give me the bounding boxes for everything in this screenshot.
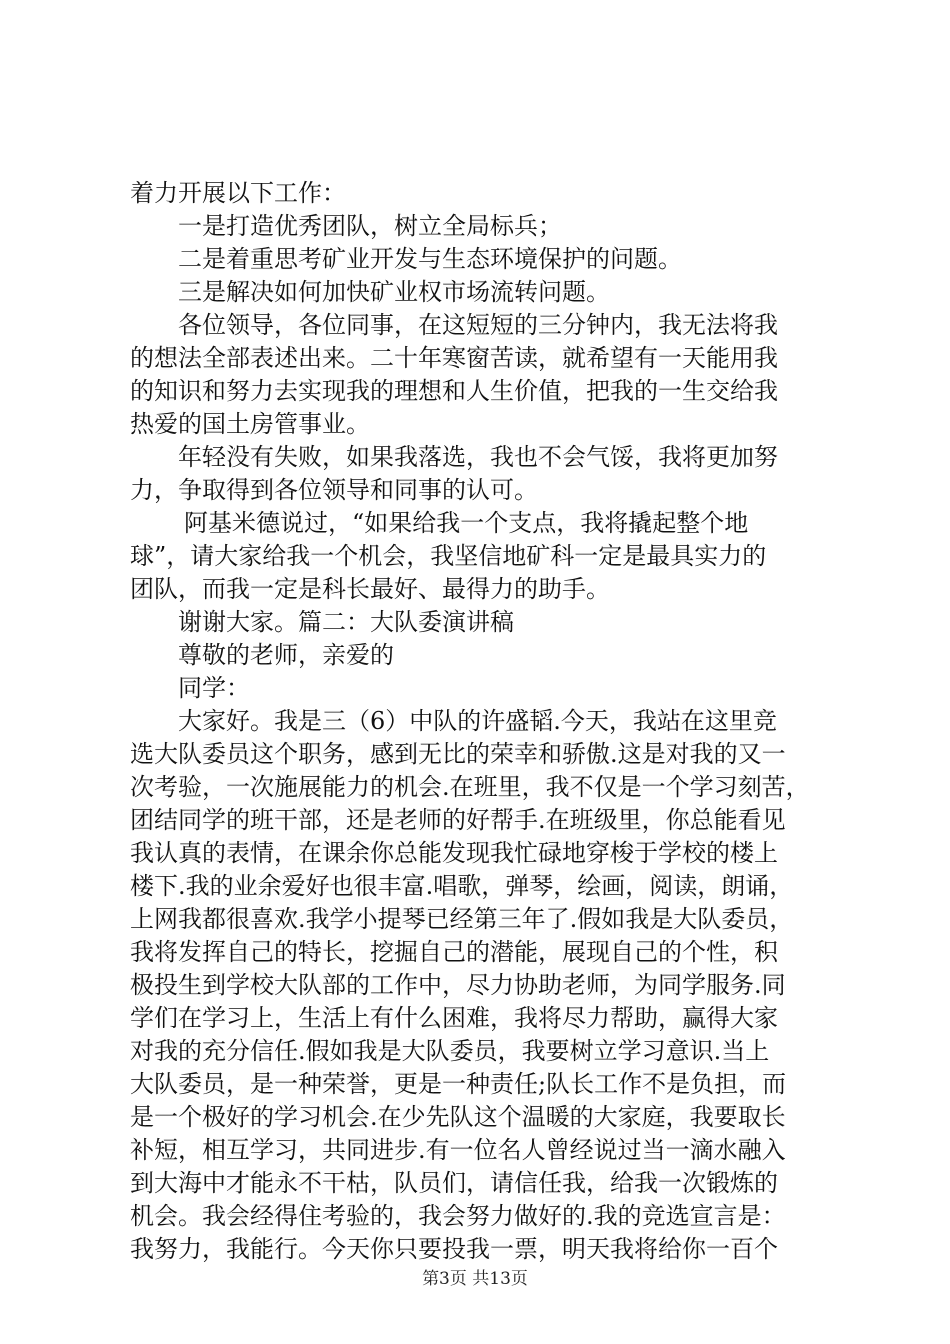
page-number-footer: 第3页 共13页 (422, 1269, 528, 1289)
text-line: 学们在学习上，生活上有什么困难，我将尽力帮助，赢得大家 (130, 1004, 778, 1032)
text-line: 年轻没有失败，如果我落选，我也不会气馁，我将更加努 (178, 443, 778, 471)
text-line: 二是着重思考矿业开发与生态环境保护的问题。 (178, 245, 682, 273)
text-line: 我将发挥自己的特长，挖掘自己的潜能，展现自己的个性，积 (130, 938, 778, 966)
text-line: 阿基米德说过，“如果给我一个支点，我将撬起整个地 (184, 509, 749, 537)
text-line: 我认真的表情，在课余你总能发现我忙碌地穿梭于学校的楼上 (130, 839, 778, 867)
text-line: 次考验，一次施展能力的机会.在班里，我不仅是一个学习刻苦， (130, 773, 810, 801)
text-line: 热爱的国土房管事业。 (130, 410, 370, 438)
text-line: 谢谢大家。篇二：大队委演讲稿 (178, 608, 514, 636)
text-line: 尊敬的老师，亲爱的 (178, 641, 394, 669)
text-line: 选大队委员这个职务，感到无比的荣幸和骄傲.这是对我的又一 (130, 740, 786, 768)
text-line: 团队，而我一定是科长最好、最得力的助手。 (130, 575, 610, 603)
text-line: 一是打造优秀团队，树立全局标兵； (178, 212, 562, 240)
text-line: 机会。我会经得住考验的，我会努力做好的.我的竞选宣言是： (130, 1202, 786, 1230)
text-line: 力，争取得到各位领导和同事的认可。 (130, 476, 538, 504)
text-line: 楼下.我的业余爱好也很丰富.唱歌，弹琴，绘画，阅读，朗诵， (130, 872, 794, 900)
text-line: 大队委员，是一种荣誉，更是一种责任;队长工作不是负担，而 (130, 1070, 787, 1098)
text-line: 的想法全部表述出来。二十年寒窗苦读，就希望有一天能用我 (130, 344, 778, 372)
text-line: 极投生到学校大队部的工作中，尽力协助老师，为同学服务.同 (130, 971, 786, 999)
text-line: 着力开展以下工作： (130, 179, 346, 207)
text-line: 是一个极好的学习机会.在少先队这个温暖的大家庭，我要取长 (130, 1103, 786, 1131)
text-line: 团结同学的班干部，还是老师的好帮手.在班级里，你总能看见 (130, 806, 786, 834)
text-line: 对我的充分信任.假如我是大队委员，我要树立学习意识.当上 (130, 1037, 770, 1065)
text-line: 球”，请大家给我一个机会，我坚信地矿科一定是最具实力的 (130, 542, 767, 570)
text-line: 三是解决如何加快矿业权市场流转问题。 (178, 278, 610, 306)
text-line: 上网我都很喜欢.我学小提琴已经第三年了.假如我是大队委员， (130, 905, 794, 933)
text-line: 到大海中才能永不干枯，队员们，请信任我，给我一次锻炼的 (130, 1169, 778, 1197)
text-line: 的知识和努力去实现我的理想和人生价值，把我的一生交给我 (130, 377, 778, 405)
text-line: 各位领导，各位同事，在这短短的三分钟内，我无法将我 (178, 311, 778, 339)
text-line: 同学： (178, 674, 250, 702)
text-line: 补短，相互学习，共同进步.有一位名人曾经说过当一滴水融入 (130, 1136, 786, 1164)
text-line: 我努力，我能行。今天你只要投我一票，明天我将给你一百个 (130, 1235, 778, 1263)
text-line: 大家好。我是三（6）中队的许盛韬.今天，我站在这里竞 (178, 707, 777, 735)
